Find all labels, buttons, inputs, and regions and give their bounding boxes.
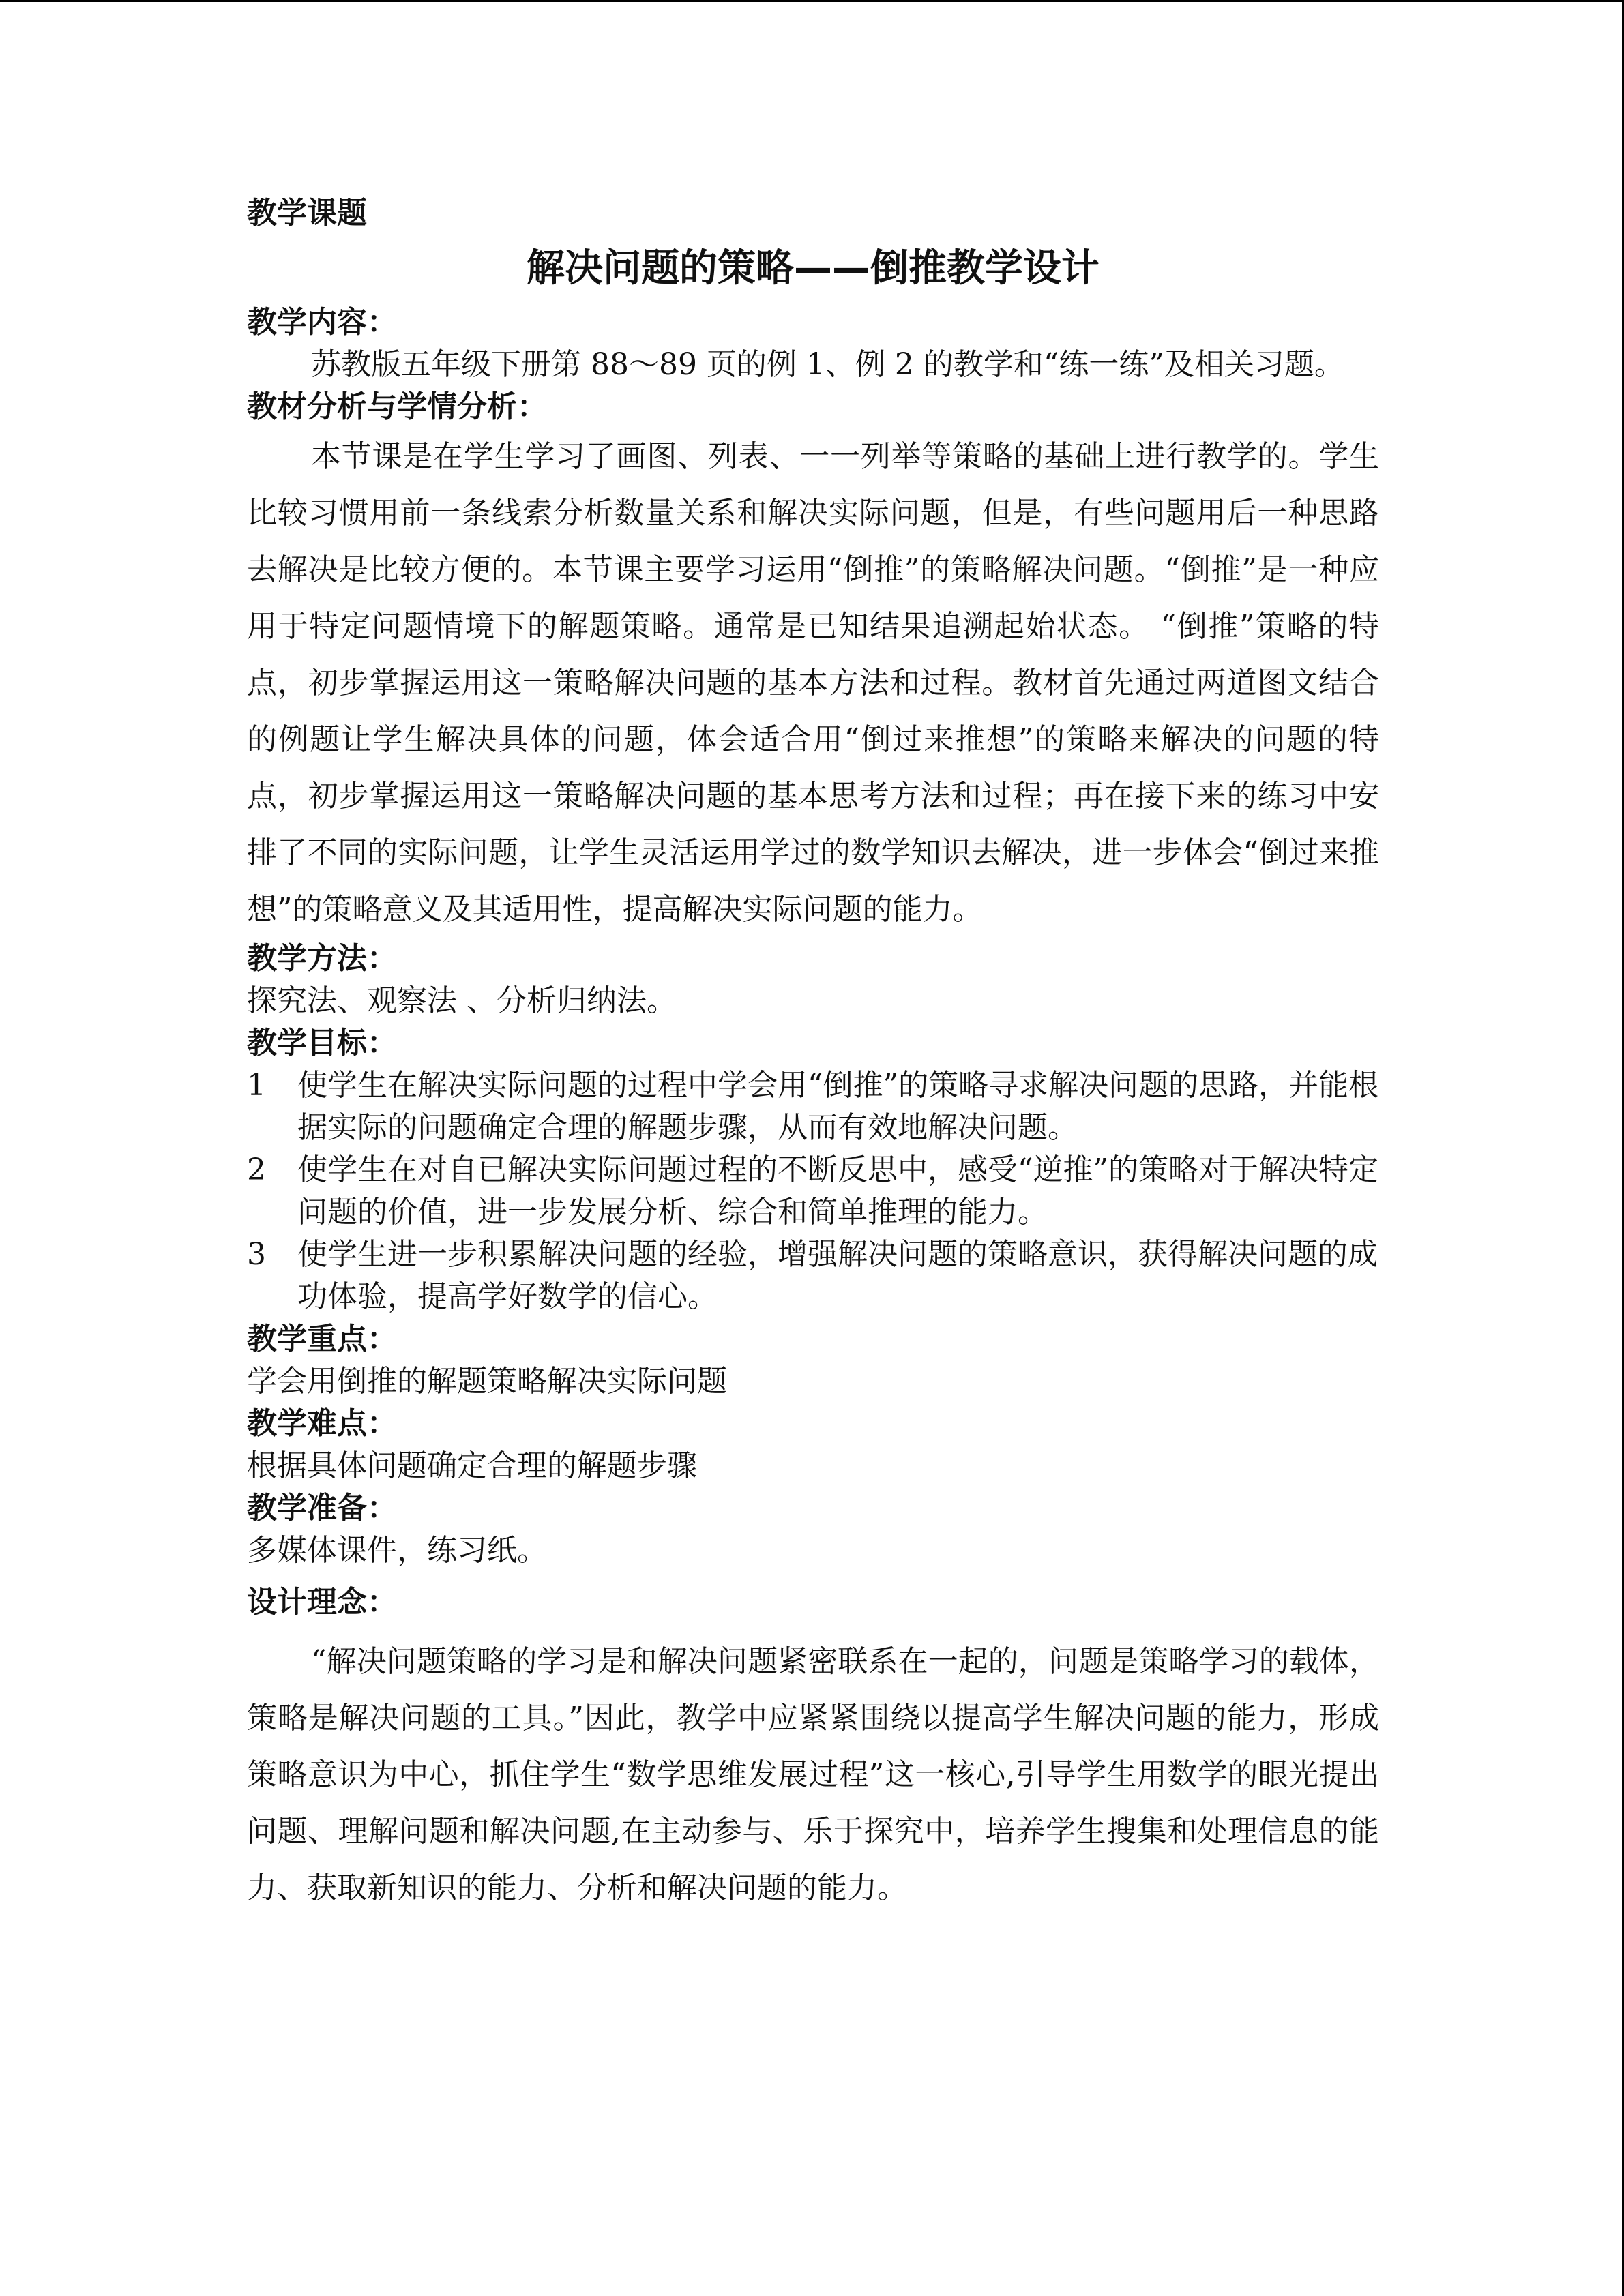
objective-text: 使学生在解决实际问题的过程中学会用“倒推”的策略寻求解决问题的思路，并能根据实际的问题确定合理的解题步骤，从而有效地解决问题。 bbox=[297, 1068, 1378, 1145]
difficulty-heading: 教学难点： bbox=[247, 1406, 397, 1441]
objective-item bbox=[247, 1149, 1379, 1234]
analysis-text: 本节课是在学生学习了画图、列表、一一列举等策略的基础上进行教学的。学生比较习惯用前一条线索分析数量关系和解决实际问题，但是，有些问题用后一种思路去解决是比较方便的。本节课主要学习运用“倒推”的策略解决问题。“倒推”是一种应用于特定问题情境下的解题策略。通常是已知结果追溯起始状态。 “倒推”策略的特点，初步掌握运用这一策略解决问题的基本方法和过程。教材首先通过两道图文结合的例题让学生解决具体的问题，体会适合用“倒过来推想”的策略来解决的问题的特点，初步掌握运用这一策略解决问题的基本思考方法和过程；再在接下来的练习中安排了不同的实际问题，让学生灵活运用学过的数学知识去解决，进一步体会“倒过来推想”的策略意义及其适用性，提高解决实际问题的能力。 bbox=[247, 439, 1379, 927]
objective-number: 3 bbox=[247, 1237, 266, 1272]
prep-text: 多媒体课件，练习纸。 bbox=[247, 1533, 547, 1568]
key-text: 学会用倒推的解题策略解决实际问题 bbox=[247, 1364, 727, 1399]
objective-item bbox=[247, 1064, 1379, 1149]
objectives-list bbox=[247, 1064, 1379, 1318]
document-body bbox=[247, 192, 1379, 1916]
objective-text: 使学生在对自已解决实际问题过程的不断反思中，感受“逆推”的策略对于解决特定问题的价值，进一步发展分析、综合和简单推理的能力。 bbox=[297, 1152, 1378, 1229]
objective-number: 2 bbox=[247, 1152, 266, 1187]
method-text: 探究法、观察法 、分析归纳法。 bbox=[247, 983, 677, 1018]
difficulty-text: 根据具体问题确定合理的解题步骤 bbox=[247, 1448, 697, 1483]
concept-text: “解决问题策略的学习是和解决问题紧密联系在一起的，问题是策略学习的载体，策略是解决问题的工具。”因此，教学中应紧紧围绕以提高学生解决问题的能力，形成策略意识为中心，抓住学生“数学思维发展过程”这一核心,引导学生用数学的眼光提出问题、理解问题和解决问题,在主动参与、乐于探究中，培养学生搜集和处理信息的能力、获取新知识的能力、分析和解决问题的能力。 bbox=[247, 1644, 1379, 1905]
content-text: 苏教版五年级下册第 88～89 页的例 1、例 2 的教学和“练一练”及相关习题。 bbox=[311, 347, 1344, 382]
document-title: 解决问题的策略——倒推教学设计 bbox=[527, 246, 1099, 290]
key-heading: 教学重点： bbox=[247, 1322, 397, 1356]
objective-number: 1 bbox=[247, 1068, 266, 1103]
objective-text: 使学生进一步积累解决问题的经验，增强解决问题的策略意识，获得解决问题的成功体验，提高学好数学的信心。 bbox=[297, 1237, 1378, 1314]
topic-label: 教学课题 bbox=[247, 196, 367, 230]
concept-heading: 设计理念： bbox=[247, 1585, 397, 1620]
prep-heading: 教学准备： bbox=[247, 1491, 397, 1525]
analysis-heading: 教材分析与学情分析： bbox=[247, 389, 547, 424]
objectives-heading: 教学目标： bbox=[247, 1026, 397, 1060]
method-heading: 教学方法： bbox=[247, 941, 397, 976]
objective-item bbox=[247, 1234, 1379, 1318]
content-heading: 教学内容： bbox=[247, 305, 397, 340]
page-border-top bbox=[0, 0, 1624, 2]
